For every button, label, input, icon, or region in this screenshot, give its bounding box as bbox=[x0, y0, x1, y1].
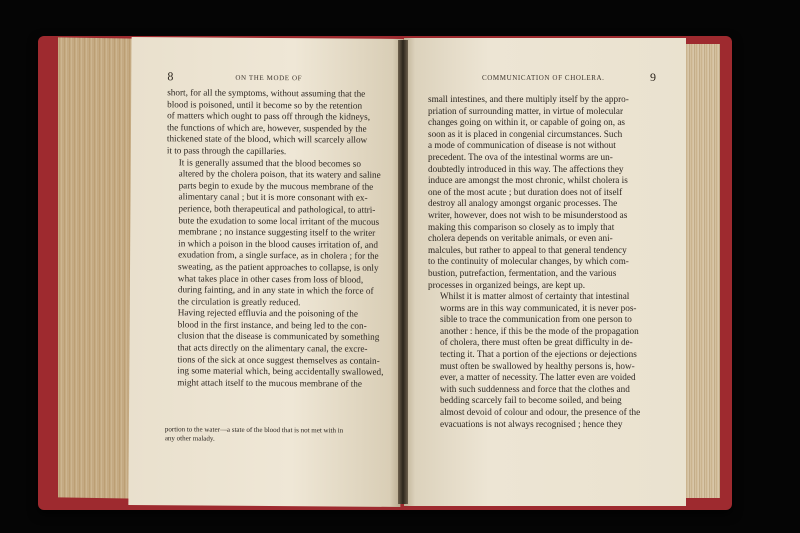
text-line: Having rejected effluvia and the poisoning of the bbox=[177, 307, 358, 319]
text-line: almost devoid of colour and odour, the presence of the bbox=[440, 407, 641, 418]
right-page-edges bbox=[680, 44, 720, 498]
text-line: of matters which ought to pass off through the kidneys, bbox=[167, 110, 371, 122]
paragraph bbox=[167, 87, 393, 158]
text-line: membrane ; no instance suggesting itself to the writer bbox=[178, 226, 376, 238]
text-line: another : hence, if this be the mode of the propagation bbox=[440, 325, 639, 336]
text-line: doubtedly introduced in this way. The affections they bbox=[428, 163, 624, 174]
text-line: thickened state of the blood, which will scarcely allow bbox=[166, 133, 368, 146]
book-gutter bbox=[398, 40, 408, 504]
text-line: short, for all the symptoms, without assuming that the bbox=[167, 87, 366, 99]
text-line: soon as it is placed in congenial circumstances. Such bbox=[428, 128, 623, 139]
right-page-number: 9 bbox=[650, 70, 656, 84]
text-line: it to pass through the capillaries. bbox=[166, 145, 287, 157]
text-line: altered by the cholera poison, that its watery and saline bbox=[178, 168, 381, 180]
text-line: cholera depends on veritable animals, or even ani- bbox=[428, 233, 613, 244]
text-line: blood in the first instance, and being led to the con- bbox=[177, 319, 367, 331]
text-line: must often be swallowed by healthy persons is, how- bbox=[440, 360, 635, 371]
text-line: processes in organized beings, are kept up. bbox=[428, 279, 585, 290]
paragraph bbox=[428, 291, 664, 430]
text-line: clusion that the disease is communicated by something bbox=[177, 330, 380, 343]
text-line: blood is poisoned, until it become so by the retention bbox=[167, 98, 363, 111]
text-line: evacuations is not always recognised ; hence they bbox=[440, 418, 623, 429]
text-line: might attach itself to the mucous membrane of the bbox=[177, 377, 362, 389]
right-page bbox=[404, 38, 686, 506]
text-line: sweating, as the patient approaches to collapse, is only bbox=[178, 261, 379, 273]
text-line: in which a poison in the blood causes irritation of, and bbox=[178, 238, 379, 250]
text-line: changes going on within it, or capable of going on, as bbox=[428, 117, 625, 128]
text-line: of cholera, there must often be great difficulty in de- bbox=[440, 337, 633, 348]
text-line: worms are in this way communicated, it is never pos- bbox=[440, 302, 637, 313]
text-line: the functions of which are, however, suspended by the bbox=[166, 122, 367, 134]
left-page-number: 8 bbox=[167, 69, 174, 84]
text-line: small intestines, and there multiply itself by the appro- bbox=[428, 94, 629, 104]
text-line: parts begin to exude by the mucous membrane of the bbox=[178, 180, 374, 192]
text-line: bedding scarcely fail to become soiled, and being bbox=[440, 395, 622, 406]
text-line: ing some material which, being accidentally swallowed, bbox=[177, 365, 384, 378]
text-line: one of the most acute ; but duration does not of itself bbox=[428, 186, 623, 197]
text-line: Whilst it is matter almost of certainty that intestinal bbox=[440, 291, 630, 302]
left-footnote bbox=[165, 425, 391, 445]
text-line: tions of the sick at once suggest themselves as contain- bbox=[177, 354, 380, 366]
text-line: writer, however, does not wish to be misunderstood as bbox=[428, 209, 628, 220]
text-line: the circulation is greatly reduced. bbox=[177, 296, 301, 307]
paragraph bbox=[166, 157, 393, 309]
footnote-line: portion to the water—a state of the blood that is not met with in bbox=[164, 425, 344, 435]
text-line: alimentary canal ; but it is more consonant with ex- bbox=[178, 191, 368, 204]
text-line: exudation from, a single surface, as in cholera ; for the bbox=[178, 249, 379, 262]
text-line: perience, both therapeutical and pathological, to attri- bbox=[178, 203, 376, 215]
text-line: destroy all analogy amongst organic processes. The bbox=[428, 198, 618, 209]
left-running-head: ON THE MODE OF bbox=[235, 73, 303, 83]
left-body-text bbox=[165, 87, 393, 390]
text-line: bustion, putrefaction, fermentation, and the various bbox=[428, 267, 617, 278]
text-line: bute the exudation to some local irritant of the mucous bbox=[178, 214, 380, 227]
text-line: tecting it. That a portion of the ejections or dejections bbox=[440, 349, 637, 360]
text-line: during fainting, and in any state in which the force of bbox=[177, 284, 374, 296]
text-line: that acts directly on the alimentary canal, the excre- bbox=[177, 342, 368, 354]
text-line: making this comparison so closely as to imply that bbox=[428, 221, 615, 232]
right-body-text bbox=[428, 94, 664, 430]
footnote-line: any other malady. bbox=[164, 434, 215, 443]
text-line: what takes place in other cases from loss of blood, bbox=[177, 272, 364, 285]
text-line: priation of surrounding matter, in virtue of molecular bbox=[428, 105, 624, 116]
paragraph bbox=[165, 308, 392, 391]
text-line: ever, a matter of necessity. The latter even are voided bbox=[440, 372, 636, 383]
text-line: malcules, but rather to appeal to that general tendency bbox=[428, 244, 627, 255]
text-line: a mode of communication of disease is not without bbox=[428, 140, 616, 151]
text-line: with such suddenness and force that the clothes and bbox=[440, 383, 630, 394]
text-line: to the continuity of molecular changes, by which com- bbox=[428, 256, 629, 267]
right-running-head: COMMUNICATION OF CHOLERA. bbox=[482, 74, 605, 82]
paragraph bbox=[428, 94, 664, 291]
text-line: precedent. The ova of the intestinal worms are un- bbox=[428, 151, 613, 162]
text-line: induce are amongst the most chronic, whilst cholera is bbox=[428, 175, 628, 186]
left-page-edges bbox=[58, 37, 134, 498]
left-page bbox=[128, 37, 403, 507]
text-line: sible to trace the communication from one person to bbox=[440, 314, 632, 325]
text-line: It is generally assumed that the blood becomes so bbox=[178, 156, 361, 169]
